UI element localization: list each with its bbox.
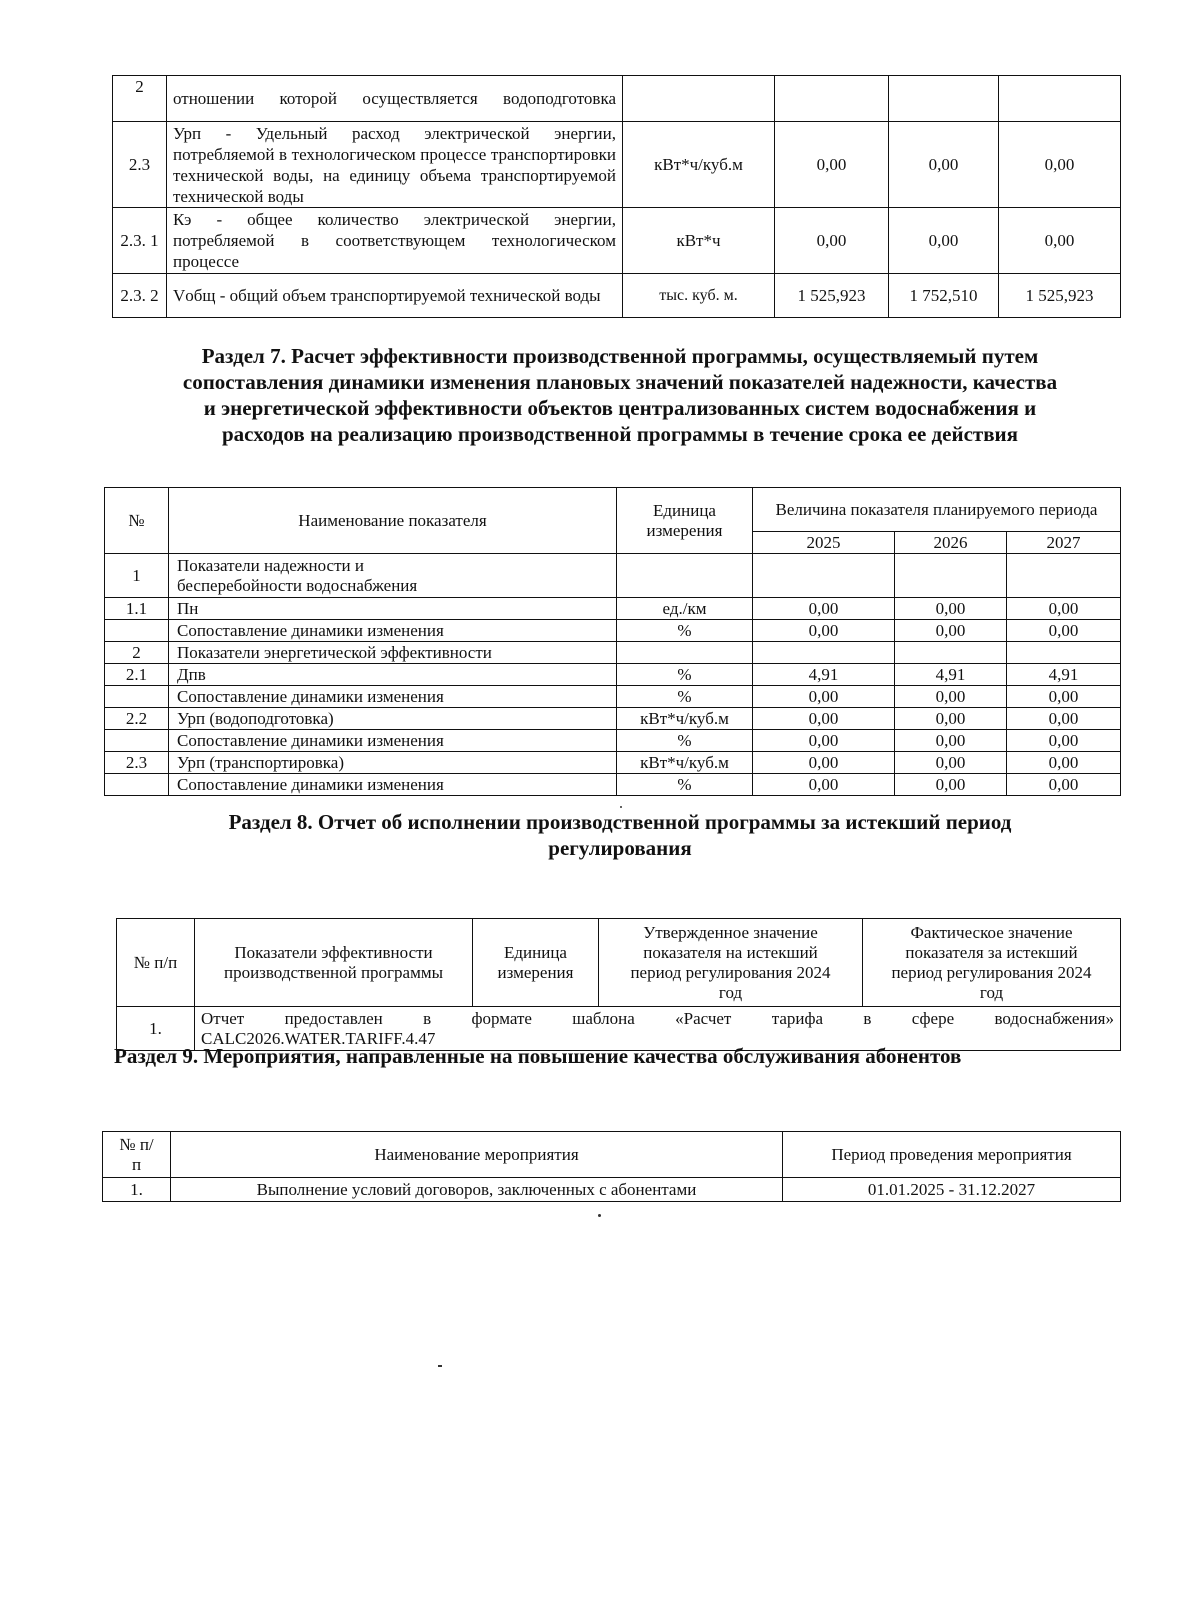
section7-title	[100, 343, 1140, 447]
unit: %	[617, 774, 753, 796]
indicator-name: Урп (водоподготовка)	[169, 708, 617, 730]
value-2025: 1 525,923	[775, 274, 889, 318]
row-number	[105, 620, 169, 642]
table-row	[113, 122, 1121, 208]
value-2025: 0,00	[753, 730, 895, 752]
value-2026	[895, 642, 1007, 664]
service-quality-measures-table	[102, 1131, 1121, 1202]
indicator-name: Урп (транспортировка)	[169, 752, 617, 774]
row-number	[105, 774, 169, 796]
table-header-row	[105, 488, 1121, 532]
value-2027: 1 525,923	[999, 274, 1121, 318]
table-row	[105, 708, 1121, 730]
indicator-name: Кэ - общее количество электрической энергии, потребляемой в соответствующем технологическом процессе	[167, 208, 623, 274]
row-number: 2.3	[105, 752, 169, 774]
value-2026: 0,00	[895, 686, 1007, 708]
efficiency-calculation-table	[104, 487, 1121, 796]
scan-speck	[438, 1365, 442, 1367]
section9-title-text: Раздел 9. Мероприятия, направленные на повышение качества обслуживания абонентов	[114, 1044, 962, 1068]
table-row	[105, 554, 1121, 598]
row-number: 1.	[117, 1007, 195, 1051]
value-2027: 0,00	[1007, 708, 1121, 730]
section7-title-line: Раздел 7. Расчет эффективности производственной программы, осуществляемый путем	[201, 344, 1039, 368]
unit: тыс. куб. м.	[623, 274, 775, 318]
indicator-name: Урп - Удельный расход электрической энергии, потребляемой в технологическом процессе транспортировки технической воды, на единицу объема транспортируемой технической воды	[167, 122, 623, 208]
header-unit: Единица измерения	[473, 919, 599, 1007]
value-2025: 0,00	[753, 598, 895, 620]
table-row	[105, 752, 1121, 774]
table-row	[105, 620, 1121, 642]
value-2027: 4,91	[1007, 664, 1121, 686]
header-measure-period: Период проведения мероприятия	[783, 1132, 1121, 1178]
value-2025	[775, 76, 889, 122]
value-2025	[753, 642, 895, 664]
indicator-name: Показатели энергетической эффективности	[169, 642, 617, 664]
row-number	[105, 730, 169, 752]
section9-title	[100, 1043, 1144, 1069]
unit: %	[617, 620, 753, 642]
indicator-name: отношении которой осуществляется водоподготовка	[167, 76, 623, 122]
unit	[617, 642, 753, 664]
indicator-name: Сопоставление динамики изменения	[169, 730, 617, 752]
unit: %	[617, 686, 753, 708]
section7-title-line: сопоставления динамики изменения плановых значений показателей надежности, качества	[182, 370, 1058, 394]
value-2027: 0,00	[1007, 774, 1121, 796]
unit: ед./км	[617, 598, 753, 620]
header-planned-period: Величина показателя планируемого периода	[753, 488, 1121, 532]
scan-speck	[598, 1214, 601, 1217]
value-2027: 0,00	[1007, 686, 1121, 708]
indicator-name: Дпв	[169, 664, 617, 686]
value-2025: 0,00	[775, 122, 889, 208]
section8-title-line: регулирования	[548, 836, 692, 860]
table-row	[105, 598, 1121, 620]
unit: кВт*ч/куб.м	[617, 708, 753, 730]
table-row	[105, 774, 1121, 796]
measure-period: 01.01.2025 - 31.12.2027	[783, 1178, 1121, 1202]
value-2026: 0,00	[889, 208, 999, 274]
value-2025	[753, 554, 895, 598]
unit: кВт*ч	[623, 208, 775, 274]
table-header-row	[117, 919, 1121, 1007]
indicator-name: Пн	[169, 598, 617, 620]
value-2026: 0,00	[895, 620, 1007, 642]
row-number: 1.	[103, 1178, 171, 1202]
value-2027	[999, 76, 1121, 122]
value-2025: 0,00	[753, 708, 895, 730]
row-number: 1.1	[105, 598, 169, 620]
header-measure-name: Наименование мероприятия	[171, 1132, 783, 1178]
unit	[617, 554, 753, 598]
indicator-name: Сопоставление динамики изменения	[169, 774, 617, 796]
value-2026: 0,00	[895, 708, 1007, 730]
table-row	[105, 664, 1121, 686]
row-number	[105, 686, 169, 708]
value-2027	[1007, 554, 1121, 598]
value-2026	[889, 76, 999, 122]
header-actual-value: Фактическое значение показателя за истекший период регулирования 2024 год	[863, 919, 1121, 1007]
energy-indicators-table-continuation	[112, 75, 1121, 318]
unit: %	[617, 664, 753, 686]
value-2025: 0,00	[753, 752, 895, 774]
value-2025: 0,00	[753, 686, 895, 708]
row-number: 2	[113, 76, 167, 122]
header-unit: Единица измерения	[617, 488, 753, 554]
table-row	[113, 208, 1121, 274]
row-number: 2.3. 2	[113, 274, 167, 318]
value-2026: 0,00	[895, 730, 1007, 752]
header-approved-value: Утвержденное значение показателя на истекший период регулирования 2024 год	[599, 919, 863, 1007]
header-indicators: Показатели эффективности производственной программы	[195, 919, 473, 1007]
measure-name: Выполнение условий договоров, заключенных с абонентами	[171, 1178, 783, 1202]
value-2026: 1 752,510	[889, 274, 999, 318]
value-2026: 0,00	[895, 598, 1007, 620]
value-2025: 4,91	[753, 664, 895, 686]
header-year-2027: 2027	[1007, 532, 1121, 554]
value-2027: 0,00	[1007, 730, 1121, 752]
header-number: №	[105, 488, 169, 554]
value-2026: 0,00	[895, 774, 1007, 796]
value-2025: 0,00	[775, 208, 889, 274]
report-note-line1: Отчет предоставлен в формате шаблона «Расчет тарифа в сфере водоснабжения»	[201, 1008, 1114, 1028]
header-indicator-name: Наименование показателя	[169, 488, 617, 554]
row-number: 1	[105, 554, 169, 598]
table-row	[103, 1178, 1121, 1202]
row-number: 2.3. 1	[113, 208, 167, 274]
value-2027: 0,00	[1007, 598, 1121, 620]
unit: %	[617, 730, 753, 752]
header-number: № п/п	[117, 919, 195, 1007]
indicator-name: Vобщ - общий объем транспортируемой технической воды	[167, 274, 623, 318]
header-year-2025: 2025	[753, 532, 895, 554]
scan-speck	[620, 806, 622, 808]
row-number: 2.2	[105, 708, 169, 730]
table-row	[113, 274, 1121, 318]
value-2025: 0,00	[753, 620, 895, 642]
table-row	[105, 686, 1121, 708]
unit: кВт*ч/куб.м	[623, 122, 775, 208]
value-2026	[895, 554, 1007, 598]
section7-title-line: и энергетической эффективности объектов централизованных систем водоснабжения и	[203, 396, 1037, 420]
table-row	[113, 76, 1121, 122]
table-row	[105, 642, 1121, 664]
report-template-code: CALC2026.WATER.TARIFF.4.47	[201, 1028, 436, 1048]
value-2027: 0,00	[999, 122, 1121, 208]
indicator-name: Сопоставление динамики изменения	[169, 620, 617, 642]
header-number: № п/п	[103, 1132, 171, 1178]
row-number: 2.1	[105, 664, 169, 686]
section8-title	[110, 809, 1130, 861]
value-2026: 0,00	[895, 752, 1007, 774]
program-execution-report-table	[116, 918, 1121, 1051]
table-row	[105, 730, 1121, 752]
table-header-row	[103, 1132, 1121, 1178]
value-2027: 0,00	[1007, 620, 1121, 642]
value-2027: 0,00	[999, 208, 1121, 274]
header-year-2026: 2026	[895, 532, 1007, 554]
row-number: 2.3	[113, 122, 167, 208]
indicator-name: Сопоставление динамики изменения	[169, 686, 617, 708]
value-2026: 0,00	[889, 122, 999, 208]
value-2027	[1007, 642, 1121, 664]
row-number: 2	[105, 642, 169, 664]
value-2025: 0,00	[753, 774, 895, 796]
value-2027: 0,00	[1007, 752, 1121, 774]
section7-title-line: расходов на реализацию производственной программы в течение срока ее действия	[221, 422, 1019, 446]
unit: кВт*ч/куб.м	[617, 752, 753, 774]
unit	[623, 76, 775, 122]
indicator-name: Показатели надежности и бесперебойности водоснабжения	[169, 554, 617, 598]
section8-title-line: Раздел 8. Отчет об исполнении производственной программы за истекший период	[228, 810, 1012, 834]
value-2026: 4,91	[895, 664, 1007, 686]
